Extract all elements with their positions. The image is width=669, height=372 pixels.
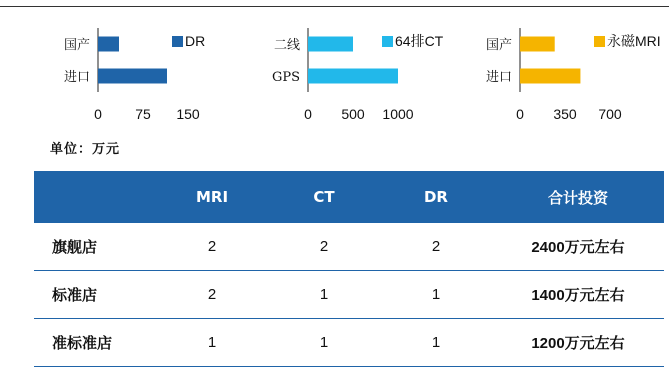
bar [520, 69, 580, 84]
chart-svg [462, 28, 669, 133]
cell-dr: 1 [380, 271, 492, 319]
x-tick-label: 0 [94, 106, 102, 122]
cell-ct: 1 [268, 271, 380, 319]
bar [98, 69, 167, 84]
row-label: 标准店 [34, 271, 156, 319]
category-label: 进口 [63, 70, 90, 85]
bar [308, 69, 398, 84]
cell-mri: 1 [156, 319, 268, 367]
chart-svg [250, 28, 460, 133]
cell-ct: 1 [268, 319, 380, 367]
investment-table [34, 171, 664, 367]
x-tick-label: 500 [341, 106, 365, 122]
x-tick-label: 150 [176, 106, 200, 122]
x-tick-label: 700 [598, 106, 622, 122]
bar [308, 37, 353, 52]
header-cell-mri: MRI [156, 171, 268, 223]
bar [520, 37, 555, 52]
cell-total: 1200万元左右 [492, 319, 664, 367]
header-cell-dr: DR [380, 171, 492, 223]
legend-label: DR [185, 33, 206, 49]
cell-mri: 2 [156, 271, 268, 319]
cell-mri: 2 [156, 223, 268, 271]
ct-price-chart [250, 28, 460, 133]
header-cell-total: 合计投资 [492, 171, 664, 223]
cell-total: 2400万元左右 [492, 223, 664, 271]
x-tick-label: 350 [553, 106, 577, 122]
category-label: GPS [271, 70, 300, 85]
cell-dr: 1 [380, 319, 492, 367]
cell-total: 1400万元左右 [492, 271, 664, 319]
row-label: 旗舰店 [34, 223, 156, 271]
row-label: 准标准店 [34, 319, 156, 367]
category-label: 二线 [273, 38, 300, 53]
top-rule [0, 6, 669, 7]
x-tick-label: 1000 [382, 106, 414, 122]
category-label: 国产 [63, 38, 90, 53]
cell-ct: 2 [268, 223, 380, 271]
legend-label: 64排CT [395, 33, 444, 49]
category-label: 进口 [485, 70, 512, 85]
unit-label: 单位：万元 [50, 142, 121, 157]
category-label: 国产 [485, 38, 512, 53]
legend-swatch [382, 36, 393, 47]
bar [98, 37, 119, 52]
x-tick-label: 0 [516, 106, 524, 122]
cell-dr: 2 [380, 223, 492, 271]
x-tick-label: 75 [135, 106, 151, 122]
legend-swatch [172, 36, 183, 47]
table-header-row [34, 171, 664, 223]
mri-price-chart [462, 28, 669, 133]
legend-swatch [594, 36, 605, 47]
header-cell-ct: CT [268, 171, 380, 223]
chart-svg [40, 28, 250, 133]
dr-price-chart [40, 28, 250, 133]
table-row [34, 271, 664, 319]
header-cell-blank [34, 171, 156, 223]
table-row [34, 223, 664, 271]
table-row [34, 319, 664, 367]
x-tick-label: 0 [304, 106, 312, 122]
legend-label: 永磁MRI [607, 33, 661, 49]
